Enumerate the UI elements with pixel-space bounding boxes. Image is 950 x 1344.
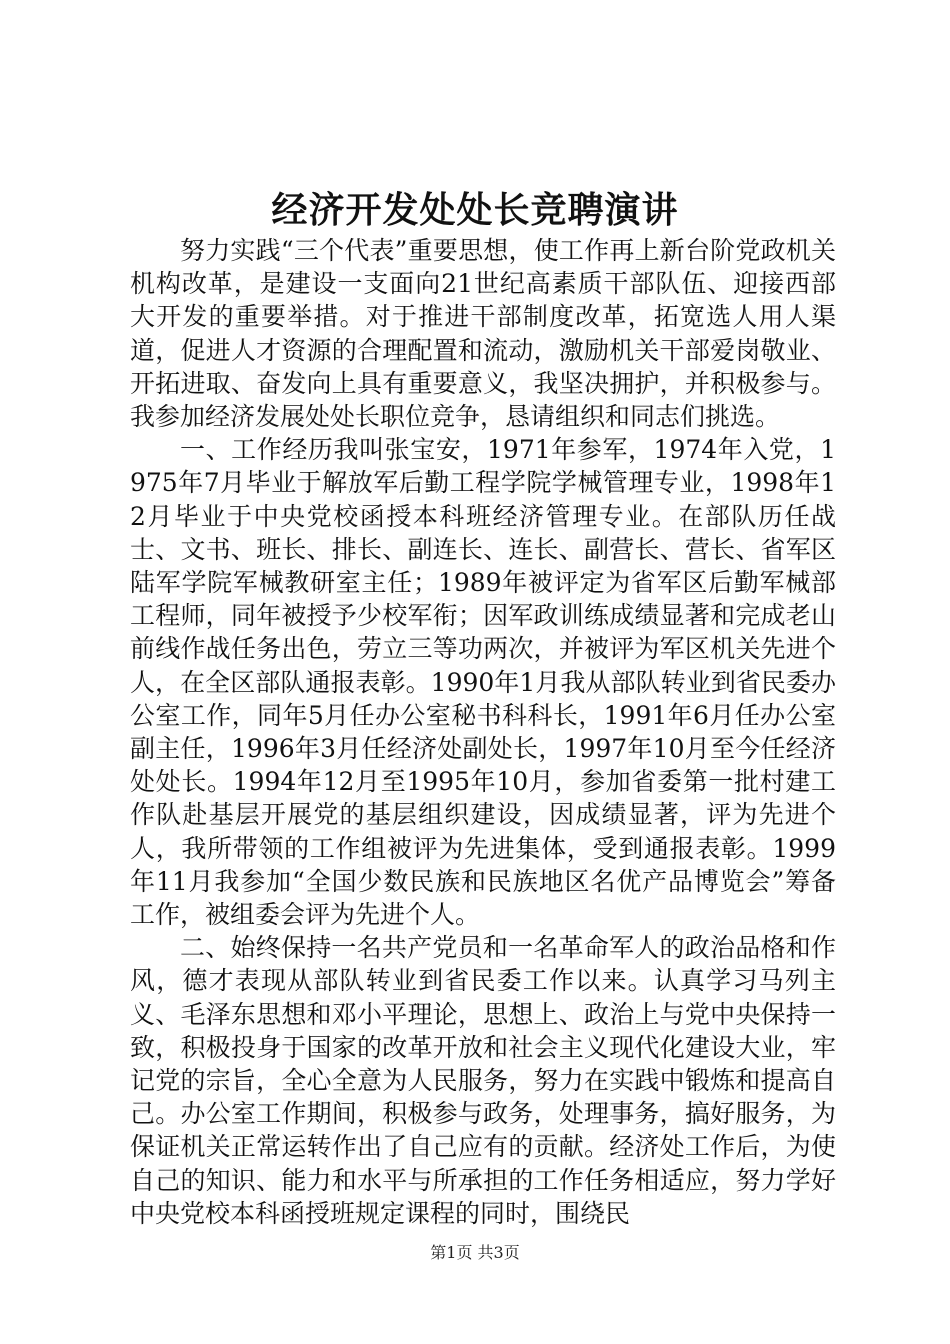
document-body <box>130 234 836 1230</box>
page-number-footer: 第1页 共3页 <box>430 1243 520 1262</box>
paragraph-intro: 努力实践“三个代表”重要思想，使工作再上新台阶党政机关机构改革，是建设一支面向21世纪高素质干部队伍、迎接西部大开发的重要举措。对于推进干部制度改革，拓宽选人用人渠道，促进人才资源的合理配置和流动，激励机关干部爱岗敬业、开拓进取、奋发向上具有重要意义，我坚决拥护，并积极参与。我参加经济发展处处长职位竞争，恳请组织和同志们挑选。 <box>130 236 836 432</box>
paragraph-work-experience: 一、工作经历我叫张宝安，1971年参军，1974年入党，1975年7月毕业于解放军后勤工程学院学械管理专业，1998年12月毕业于中央党校函授本科班经济管理专业。在部队历任战士、文书、班长、排长、副连长、连长、副营长、营长、省军区陆军学院军械教研室主任；1989年被评定为省军区后勤军械部工程师，同年被授予少校军衔；因军政训练成绩显著和完成老山前线作战任务出色，劳立三等功两次，并被评为军区机关先进个人，在全区部队通报表彰。1990年1月我从部队转业到省民委办公室工作，同年5月任办公室秘书科科长，1991年6月任办公室副主任，1996年3月任经济处副处长，1997年10月至今任经济处处长。1994年12月至1995年10月，参加省委第一批村建工作队赴基层开展党的基层组织建设，因成绩显著，评为先进个人，我所带领的工作组被评为先进集体，受到通报表彰。1999年11月我参加“全国少数民族和民族地区名优产品博览会”筹备工作，被组委会评为先进个人。 <box>130 435 836 930</box>
paragraph-political-character: 二、始终保持一名共产党员和一名革命军人的政治品格和作风，德才表现从部队转业到省民委工作以来。认真学习马列主义、毛泽东思想和邓小平理论，思想上、政治上与党中央保持一致，积极投身于国家的改革开放和社会主义现代化建设大业，牢记党的宗旨，全心全意为人民服务，努力在实践中锻炼和提高自己。办公室工作期间，积极参与政务，处理事务，搞好服务，为保证机关正常运转作出了自己应有的贡献。经济处工作后，为使自己的知识、能力和水平与所承担的工作任务相适应，努力学好中央党校本科函授班规定课程的同时，围绕民 <box>130 933 836 1228</box>
page-title: 经济开发处处长竞聘演讲 <box>271 189 679 231</box>
